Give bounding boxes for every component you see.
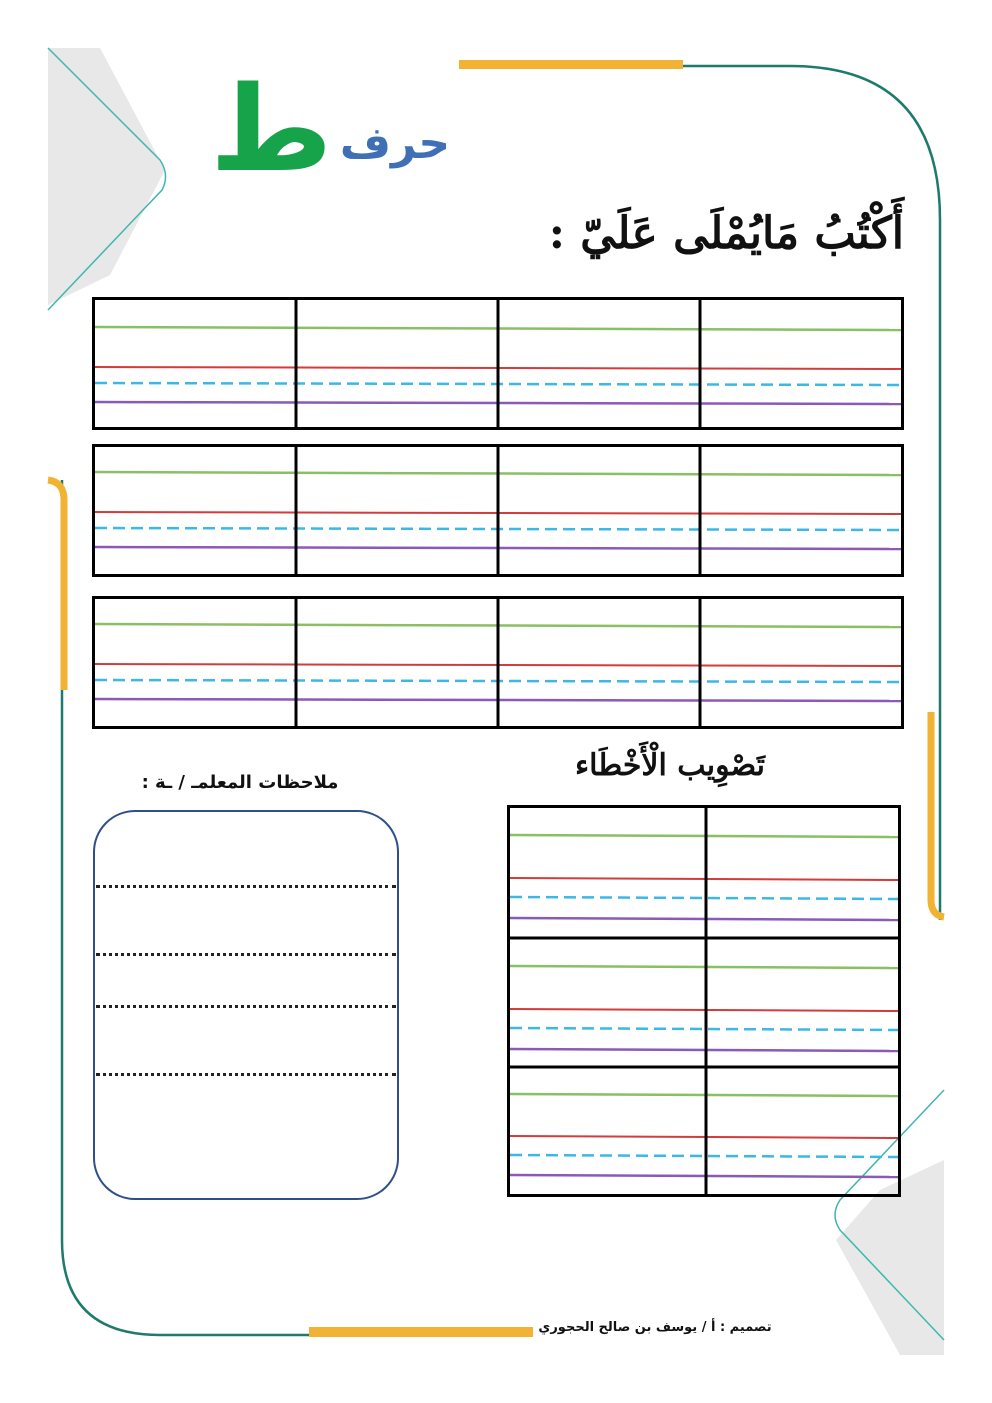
designer-credit: تصميم : أ / يوسف بن صالح الحجوري xyxy=(538,1320,772,1335)
corner-decoration-top-left xyxy=(48,48,165,305)
title-prefix: حرف xyxy=(339,118,451,169)
notes-dotted-line xyxy=(96,1005,396,1008)
notes-dotted-line xyxy=(96,953,396,956)
guide-line-purple xyxy=(510,918,898,920)
guide-line-purple xyxy=(510,1049,898,1051)
guide-line-dashed xyxy=(510,1028,898,1030)
guide-line-dashed xyxy=(510,897,898,899)
title-letter: ط xyxy=(210,60,333,198)
writing-grid-2 xyxy=(92,444,904,577)
accent-bar-left xyxy=(48,480,64,690)
accent-bar-right xyxy=(931,712,944,917)
accent-bar-bottom xyxy=(309,1327,533,1337)
guide-line-dashed xyxy=(510,1155,898,1157)
accent-bar-top xyxy=(459,60,683,69)
instruction-heading: أَكْتُبُ مَايُمْلَى عَلَيّ : xyxy=(548,208,904,259)
guide-line-top xyxy=(510,1094,898,1096)
writing-grid-1 xyxy=(92,297,904,430)
guide-line-red xyxy=(510,1136,898,1138)
guide-line-top xyxy=(510,835,898,837)
guide-line-top xyxy=(510,966,898,968)
guide-line-red xyxy=(510,878,898,880)
guide-line-purple xyxy=(510,1175,898,1177)
writing-grid-3 xyxy=(92,596,904,729)
notes-dotted-line xyxy=(96,885,396,888)
corrections-title: تَصْوِيب الْأَخْطَاء xyxy=(575,748,765,783)
notes-title: ملاحظات المعلمـ / ـة : xyxy=(141,772,339,793)
guide-line-red xyxy=(510,1009,898,1011)
notes-dotted-line xyxy=(96,1073,396,1076)
corrections-grid xyxy=(507,805,901,1197)
